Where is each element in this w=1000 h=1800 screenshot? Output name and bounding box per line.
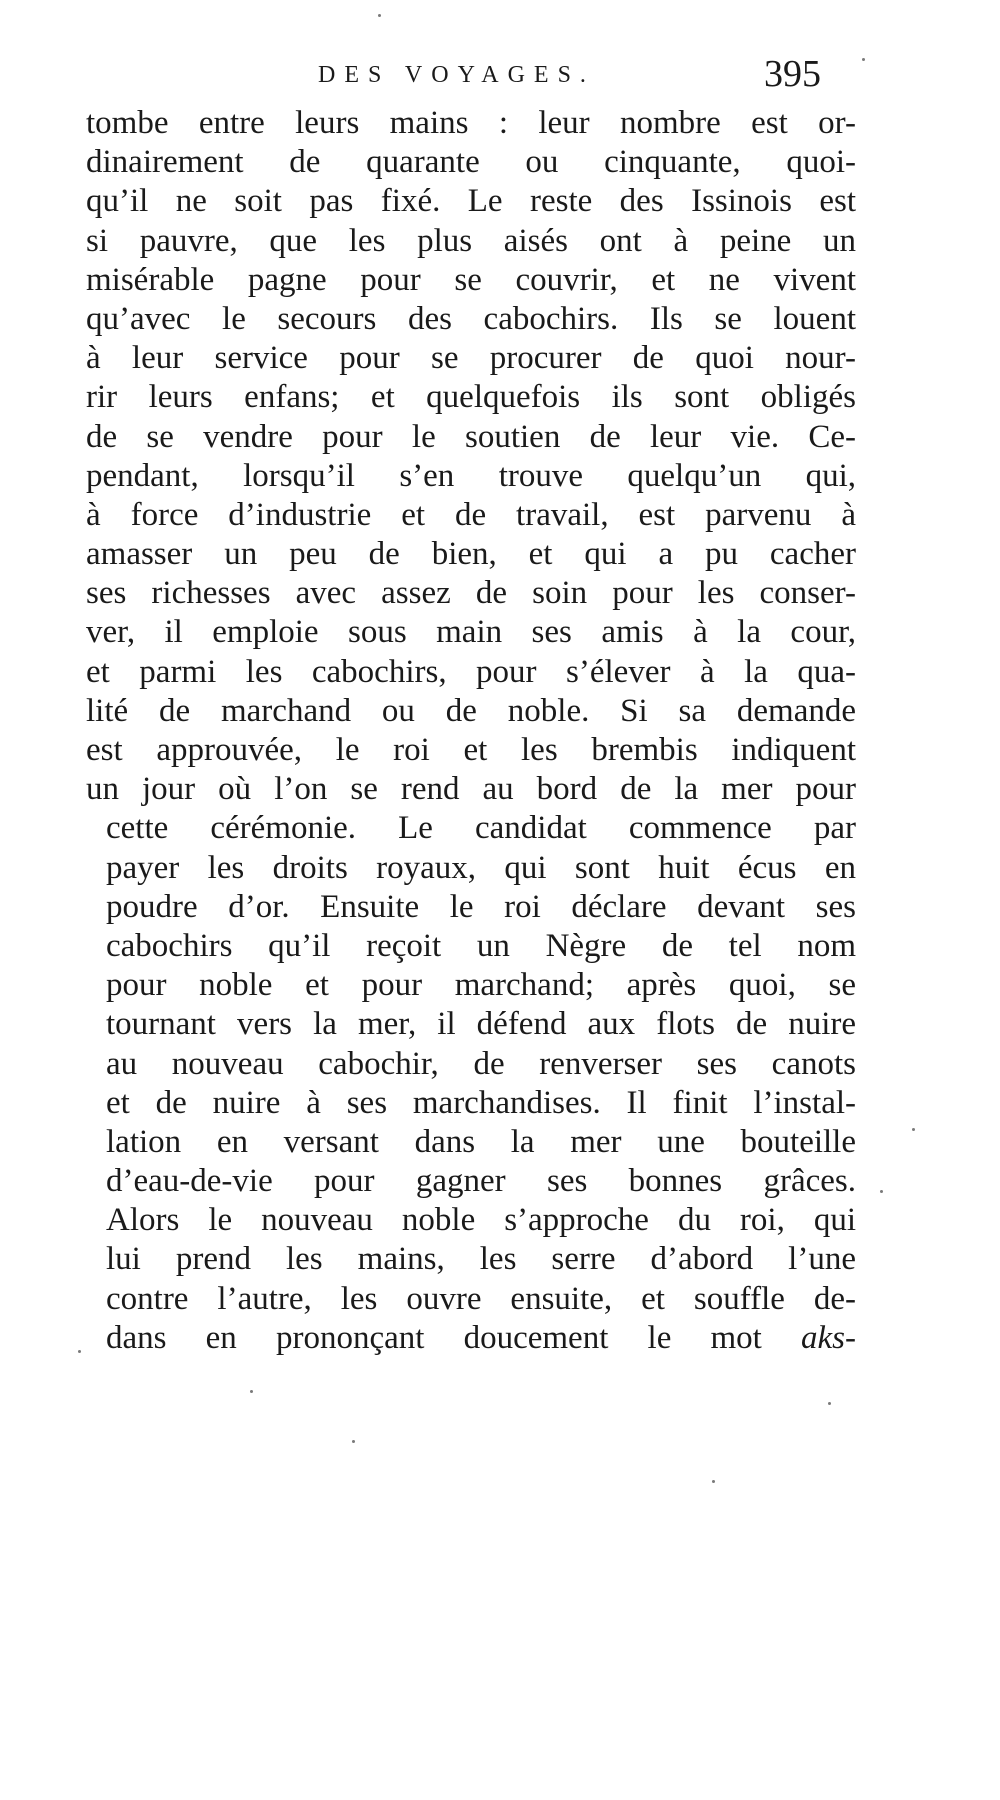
text-line: si pauvre, que les plus aisés ont à peine un <box>86 222 856 259</box>
print-speck <box>378 14 381 17</box>
text-line: lation en versant dans la mer une bouteille <box>106 1123 856 1160</box>
text-line <box>86 1319 856 1358</box>
text-line: cette cérémonie. Le candidat commence par <box>106 810 856 847</box>
page-number: 395 <box>764 53 821 95</box>
text-line: contre l’autre, les ouvre ensuite, et souffle de- <box>106 1280 856 1317</box>
text-line: dinairement de quarante ou cinquante, quoi- <box>86 144 856 181</box>
text-line: Alors le nouveau noble s’approche du roi, qui <box>106 1202 856 1239</box>
print-speck <box>880 1190 883 1193</box>
text-line: un jour où l’on se rend au bord de la mer pour <box>86 771 856 808</box>
print-speck <box>862 58 865 61</box>
text-line-main: dans en prononçant doucement le mot <box>106 1319 762 1356</box>
text-line: misérable pagne pour se couvrir, et ne vivent <box>86 261 856 298</box>
print-speck <box>912 1128 915 1131</box>
print-speck <box>250 1390 253 1393</box>
print-speck <box>828 1402 831 1405</box>
print-speck <box>78 1350 81 1353</box>
text-line: ses richesses avec assez de soin pour les conser- <box>86 575 856 612</box>
text-line: d’eau-de-vie pour gagner ses bonnes grâces. <box>106 1163 856 1200</box>
text-line: est approuvée, le roi et les brembis indiquent <box>86 732 856 768</box>
text-line: poudre d’or. Ensuite le roi déclare devant ses <box>106 888 856 925</box>
text-line: lité de marchand ou de noble. Si sa demande <box>86 692 856 729</box>
text-line: lui prend les mains, les serre d’abord l’une <box>106 1241 856 1278</box>
hyphenated-word-fragment: aks- <box>801 1319 856 1356</box>
text-line: tombe entre leurs mains : leur nombre est or- <box>86 105 856 141</box>
text-line: à leur service pour se procurer de quoi nour- <box>86 340 856 377</box>
text-line: rir leurs enfans; et quelquefois ils sont obligés <box>86 379 856 416</box>
text-line: à force d’industrie et de travail, est parvenu à <box>86 496 856 533</box>
text-line: tournant vers la mer, il défend aux flots de nuire <box>106 1006 856 1043</box>
text-line: de se vendre pour le soutien de leur vie. Ce- <box>86 418 856 455</box>
text-line: qu’il ne soit pas fixé. Le reste des Issinois est <box>86 183 856 220</box>
text-line: pour noble et pour marchand; après quoi, se <box>106 967 856 1004</box>
print-speck <box>712 1480 715 1483</box>
text-line: amasser un peu de bien, et qui a pu cacher <box>86 536 856 573</box>
text-line: pendant, lorsqu’il s’en trouve quelqu’un qui, <box>86 457 856 494</box>
text-line: au nouveau cabochir, de renverser ses canots <box>106 1045 856 1082</box>
text-line: cabochirs qu’il reçoit un Nègre de tel nom <box>106 927 856 964</box>
text-line: et de nuire à ses marchandises. Il finit l’instal- <box>106 1084 856 1121</box>
body-text <box>86 104 856 1358</box>
text-line: qu’avec le secours des cabochirs. Ils se louent <box>86 300 856 337</box>
running-title: DES VOYAGES. <box>318 62 595 88</box>
running-head <box>0 52 1000 102</box>
text-line: ver, il emploie sous main ses amis à la cour, <box>86 614 856 651</box>
text-line: payer les droits royaux, qui sont huit écus en <box>106 849 856 886</box>
print-speck <box>352 1440 355 1443</box>
text-line: et parmi les cabochirs, pour s’élever à la qua- <box>86 653 856 690</box>
